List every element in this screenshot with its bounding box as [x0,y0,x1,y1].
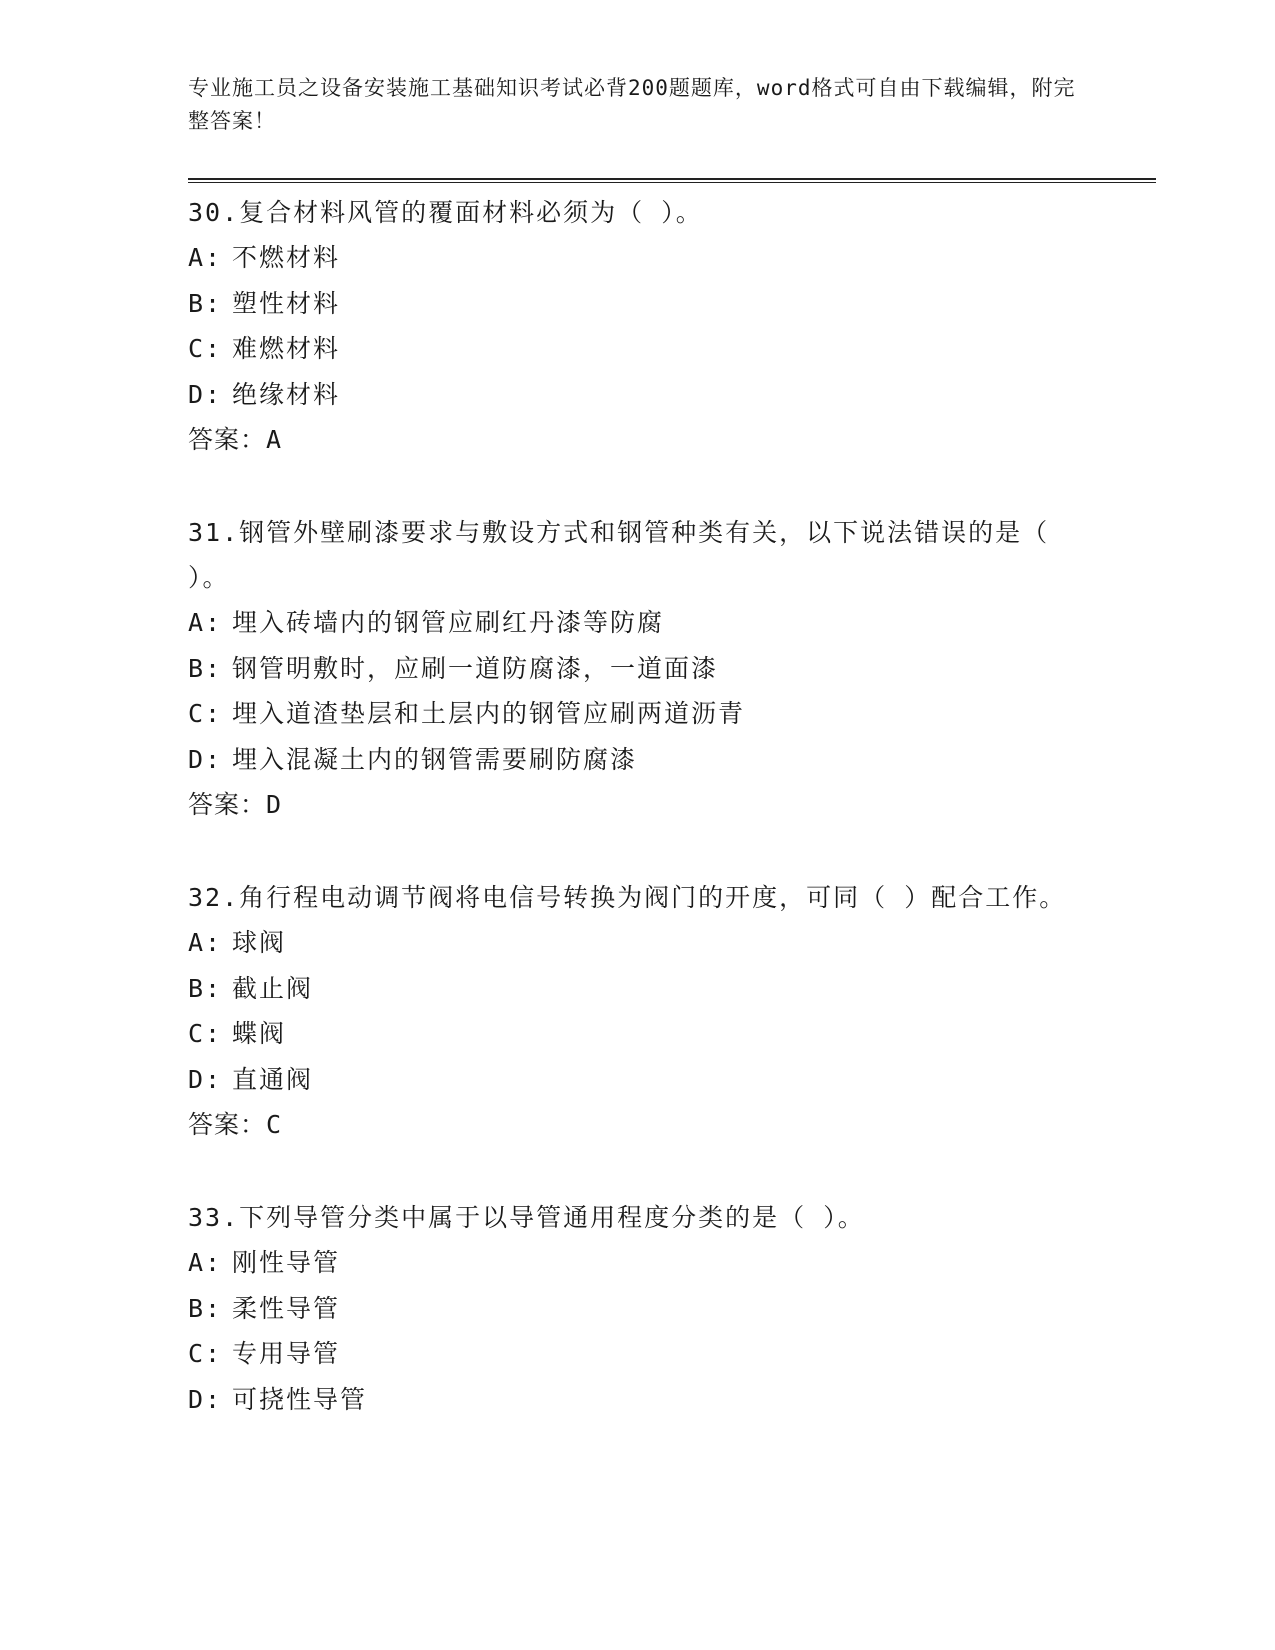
option-text: 直通阀 [232,1064,314,1094]
header-divider [188,178,1156,183]
option-letter: B: [188,288,223,318]
option-letter: C: [188,1339,223,1368]
option-d [188,372,1088,418]
answer-line [188,1102,1088,1147]
option-a [188,920,1088,966]
option-text: 难燃材料 [232,334,341,363]
option-b [188,966,1088,1012]
option-c [188,691,1088,737]
answer-line [188,417,1088,462]
answer-value: C [266,1110,283,1139]
answer-value: A [266,425,283,454]
answer-value: D [266,790,283,819]
answer-line [188,782,1088,827]
option-text: 专用导管 [232,1339,341,1368]
option-text: 可挠性导管 [232,1384,368,1414]
option-letter: B: [188,973,223,1003]
option-text: 钢管明敷时，应刷一道防腐漆，一道面漆 [232,653,719,683]
option-text: 埋入道渣垫层和土层内的钢管应刷两道沥青 [232,699,746,728]
option-text: 球阀 [232,928,287,957]
option-letter: B: [188,1293,223,1323]
option-c [188,1331,1088,1377]
option-d [188,1377,1088,1423]
question-31 [188,510,1088,827]
option-text: 塑性材料 [232,288,341,318]
question-stem: 32.角行程电动调节阀将电信号转换为阀门的开度，可同（ ）配合工作。 [188,883,1067,912]
option-c [188,326,1088,372]
option-letter: C: [188,1019,223,1048]
option-letter: B: [188,653,223,683]
option-text: 截止阀 [232,973,314,1003]
option-letter: A: [188,928,223,957]
document-header: 专业施工员之设备安装施工基础知识考试必背200题题库，word格式可自由下载编辑，附完整答案！ [188,76,1076,133]
option-letter: C: [188,699,223,728]
option-a [188,1240,1088,1286]
option-c [188,1011,1088,1057]
option-d [188,1057,1088,1103]
option-letter: A: [188,1248,223,1277]
option-letter: A: [188,243,223,272]
question-30 [188,190,1088,462]
option-b [188,281,1088,327]
option-b [188,1286,1088,1332]
option-text: 柔性导管 [232,1293,341,1323]
option-a [188,235,1088,281]
option-text: 绝缘材料 [232,379,341,409]
option-text: 蝶阀 [232,1019,287,1048]
answer-label: 答案： [188,1110,267,1139]
question-list [188,190,1088,1470]
option-letter: D: [188,744,223,774]
answer-label: 答案： [188,425,267,454]
question-32 [188,875,1088,1147]
option-text: 埋入混凝土内的钢管需要刷防腐漆 [232,744,638,774]
option-letter: A: [188,608,223,637]
answer-label: 答案： [188,790,267,819]
option-a [188,600,1088,646]
option-text: 刚性导管 [232,1248,341,1277]
question-stem: 33.下列导管分类中属于以导管通用程度分类的是（ ）。 [188,1203,865,1232]
option-text: 不燃材料 [232,243,341,272]
option-d [188,737,1088,783]
option-text: 埋入砖墙内的钢管应刷红丹漆等防腐 [232,608,665,637]
option-letter: D: [188,1064,223,1094]
option-letter: C: [188,334,223,363]
question-stem: 30.复合材料风管的覆面材料必须为（ ）。 [188,198,703,227]
question-stem: 31.钢管外壁刷漆要求与敷设方式和钢管种类有关，以下说法错误的是（ ）。 [188,518,1050,592]
option-letter: D: [188,1384,223,1414]
option-letter: D: [188,379,223,409]
question-33 [188,1195,1088,1422]
option-b [188,646,1088,692]
